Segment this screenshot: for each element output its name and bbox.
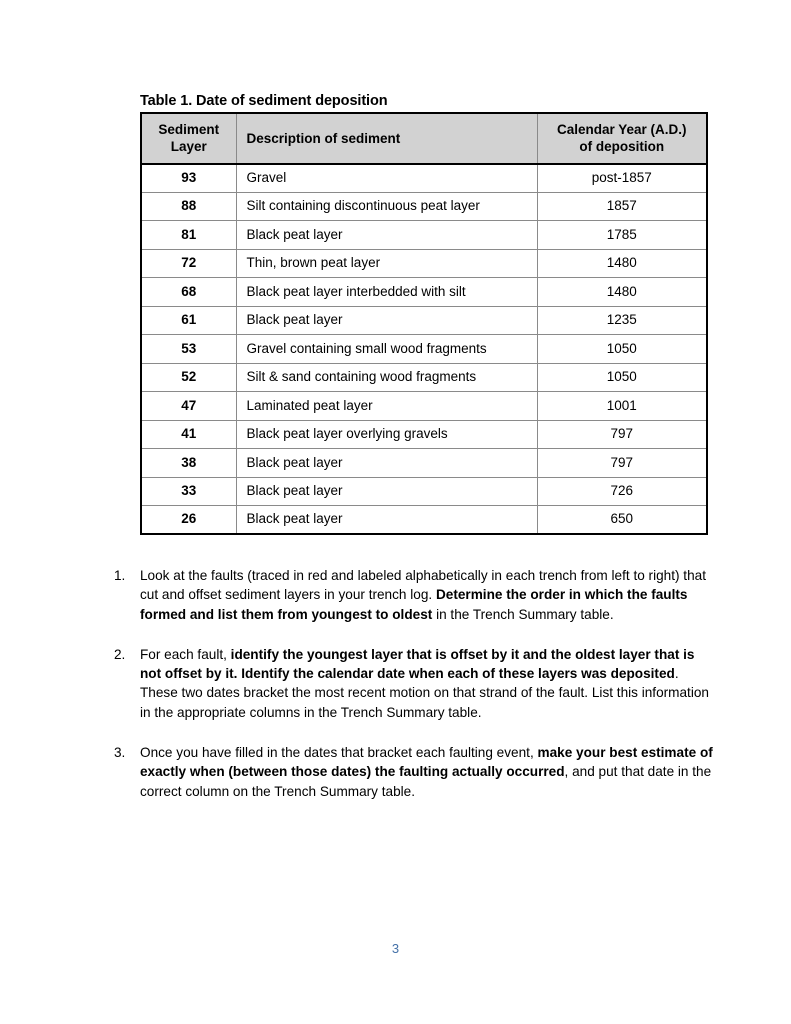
instruction-plain: Look at the faults (traced in red and labeled alphabetically in each trench from left to right) that cut and offset sediment layers in your trench log. [140,568,706,603]
instruction-plain: in the Trench Summary table. [432,606,614,622]
instruction-item [114,743,714,801]
table-row [141,306,707,335]
table-row [141,420,707,449]
cell-description: Silt & sand containing wood fragments [236,363,537,392]
instruction-text [140,745,713,799]
table-row [141,363,707,392]
cell-calendar-year: post-1857 [537,164,707,193]
cell-calendar-year: 650 [610,511,634,527]
instruction-item [114,645,714,722]
cell-calendar-year: 797 [537,449,707,478]
table-row [141,192,707,221]
table-row [141,449,707,478]
column-header-line2: of deposition [579,139,665,155]
cell-sediment-layer: 38 [141,449,236,478]
instruction-item [114,566,714,624]
cell-calendar-year: 1235 [537,306,707,335]
cell-description: Black peat layer [236,506,537,535]
cell-calendar-year: 1857 [537,192,707,221]
cell-sediment-layer: 93 [141,164,236,193]
cell-description: Gravel containing small wood fragments [236,335,537,364]
cell-description: Black peat layer interbedded with silt [236,278,537,307]
cell-sediment-layer: 72 [141,249,236,278]
table-row [141,278,707,307]
table-caption: Table 1. Date of sediment deposition [140,93,388,109]
cell-calendar-year: 1050 [537,335,707,364]
instruction-plain: , and put that date in the correct column on the Trench Summary table. [140,764,712,799]
instruction-list [114,566,714,801]
cell-description: Black peat layer [236,477,537,506]
cell-description: Black peat layer [236,221,537,250]
cell-calendar-year: 1001 [537,392,707,421]
cell-calendar-year: 726 [537,477,707,506]
instruction-plain: For each fault, [140,646,231,662]
table-row [141,249,707,278]
column-header-line2: Layer [170,139,207,155]
table-row [141,335,707,364]
table-row [141,392,707,421]
cell-sediment-layer: 61 [141,306,236,335]
cell-sediment-layer: 81 [141,221,236,250]
column-header-line1: Sediment [158,122,220,137]
instruction-emphasis: make your best estimate of exactly when (between those dates) the faulting actually occurred [140,745,713,780]
cell-sediment-layer: 88 [141,192,236,221]
cell-description: Laminated peat layer [236,392,537,421]
cell-description: Silt containing discontinuous peat layer [236,192,537,221]
instruction-emphasis: identify the youngest layer that is offset by it and the oldest layer that is not offset by it. Identify the calendar date when each of these layers was deposited [140,646,695,682]
table-row [141,506,707,535]
cell-description: Black peat layer [236,306,537,335]
instruction-text [140,568,706,622]
page-number: 3 [391,941,400,956]
cell-sediment-layer: 47 [141,392,236,421]
column-header-calendar-year [537,113,707,164]
cell-description: Gravel [236,164,537,193]
cell-sediment-layer: 41 [141,420,236,449]
instruction-plain: Once you have filled in the dates that bracket each faulting event, [140,745,538,761]
table-body [141,164,707,535]
table-row [141,477,707,506]
table-row [141,221,707,250]
cell-calendar-year: 1480 [537,249,707,278]
cell-sediment-layer: 52 [141,363,236,392]
column-header-sediment-layer [141,113,236,164]
instruction-text [140,647,709,720]
column-header-line1: Calendar Year (A.D.) [556,122,687,137]
instruction-plain: . These two dates bracket the most recent motion on that strand of the fault. List this information in the appropriate columns in the Trench Summary table. [140,666,709,720]
cell-description: Thin, brown peat layer [236,249,537,278]
sediment-deposition-table [140,112,708,535]
cell-description: Black peat layer overlying gravels [236,420,537,449]
cell-description: Black peat layer [236,449,537,478]
column-header-description: Description of sediment [236,113,537,164]
table-header-row [141,113,707,164]
cell-sediment-layer: 26 [141,506,236,535]
table-header [141,113,707,164]
cell-calendar-year: 1785 [537,221,707,250]
instruction-number: 1. [114,568,126,583]
cell-calendar-year: 1050 [537,363,707,392]
table-row [141,164,707,193]
cell-sediment-layer: 53 [141,335,236,364]
instruction-emphasis: Determine the order in which the faults formed and list them from youngest to oldest [140,587,688,622]
instruction-number: 2. [114,646,126,662]
cell-sediment-layer: 33 [141,477,236,506]
cell-sediment-layer: 68 [141,278,236,307]
instruction-number: 3. [114,745,126,761]
cell-calendar-year: 797 [537,420,707,449]
cell-calendar-year: 1480 [537,278,707,307]
